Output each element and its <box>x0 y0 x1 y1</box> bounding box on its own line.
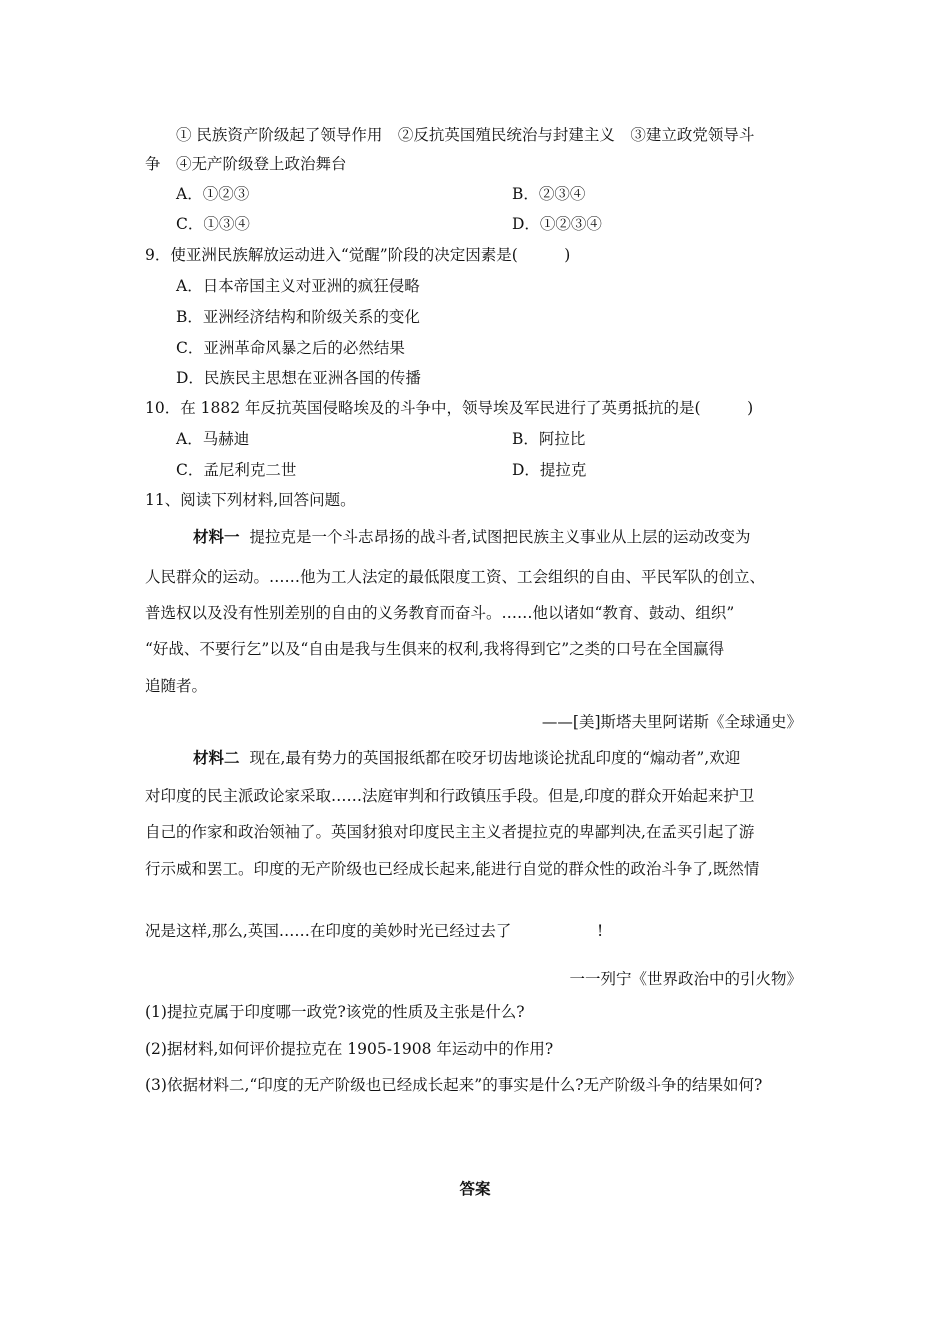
q11-subquestion-3: (3)依据材料二,“印度的无产阶级也已经成长起来”的事实是什么?无产阶级斗争的结果如何? <box>145 1076 763 1094</box>
material1-label: 材料一 <box>193 527 240 546</box>
material2-text-line: 况是这样,那么,英国……在印度的美妙时光已经过去了 <box>145 922 512 940</box>
q8-option-b: B．②③④ <box>512 185 586 203</box>
q11-subquestion-2: (2)据材料,如何评价提拉克在 1905-1908 年运动中的作用? <box>145 1040 554 1058</box>
material1-first-line <box>193 527 750 547</box>
material1-text-line: 普选权以及没有性别差别的自由的义务教育而奋斗。……他以诸如“教育、鼓动、组织” <box>145 604 735 622</box>
material1-text-line: “好战、不要行乞”以及“自由是我与生俱来的权利,我将得到它”之类的口号在全国赢得 <box>145 640 725 658</box>
material2-label: 材料二 <box>193 748 240 767</box>
q9-option-c: C．亚洲革命风暴之后的必然结果 <box>176 339 405 357</box>
material2-text-line: 自己的作家和政治领袖了。英国豺狼对印度民主主义者提拉克的卑鄙判决,在孟买引起了游 <box>145 823 755 841</box>
q10-stem: 10．在 1882 年反抗英国侵略埃及的斗争中，领导埃及军民进行了英勇抵抗的是( ) <box>145 399 754 417</box>
q11-stem: 11、阅读下列材料,回答问题。 <box>145 491 356 509</box>
material2-text-line: 对印度的民主派政论家采取……法庭审判和行政镇压手段。但是,印度的群众开始起来护卫 <box>145 787 755 805</box>
material2-text-line: 行示威和罢工。印度的无产阶级也已经成长起来,能进行自觉的群众性的政治斗争了,既然情 <box>145 860 760 878</box>
q9-option-a: A．日本帝国主义对亚洲的疯狂侵略 <box>176 277 420 295</box>
material1-text-line: 人民群众的运动。……他为工人法定的最低限度工资、工会组织的自由、平民军队的创立、 <box>145 568 766 586</box>
material2-exclamation: ! <box>597 922 604 940</box>
q8-option-d: D．①②③④ <box>512 215 602 233</box>
q8-statements-line1: ① 民族资产阶级起了领导作用 ②反抗英国殖民统治与封建主义 ③建立政党领导斗 <box>176 126 755 144</box>
q10-option-b: B．阿拉比 <box>512 430 586 448</box>
material2-source: 一一列宁《世界政治中的引火物》 <box>569 970 802 988</box>
q8-statements-line2: 争 ④无产阶级登上政治舞台 <box>145 155 347 173</box>
q9-option-b: B．亚洲经济结构和阶级关系的变化 <box>176 308 420 326</box>
material2-first-line <box>193 748 740 768</box>
q9-stem: 9．使亚洲民族解放运动进入“觉醒”阶段的决定因素是( ) <box>145 246 571 264</box>
q10-option-d: D．提拉克 <box>512 461 587 479</box>
answer-heading: 答案 <box>459 1179 491 1198</box>
q10-option-a: A．马赫迪 <box>176 430 250 448</box>
material2-text-line: 现在,最有势力的英国报纸都在咬牙切齿地谈论扰乱印度的“煽动者”,欢迎 <box>249 749 741 767</box>
q9-option-d: D．民族民主思想在亚洲各国的传播 <box>176 369 421 387</box>
material1-text-line: 追随者。 <box>145 677 208 695</box>
material1-text-line: 提拉克是一个斗志昂扬的战斗者,试图把民族主义事业从上层的运动改变为 <box>249 528 751 546</box>
q8-option-a: A．①②③ <box>176 185 250 203</box>
material1-source: ——[美]斯塔夫里阿诺斯《全球通史》 <box>541 713 802 731</box>
q8-option-c: C．①③④ <box>176 215 250 233</box>
q11-subquestion-1: (1)提拉克属于印度哪一政党?该党的性质及主张是什么? <box>145 1003 525 1021</box>
q10-option-c: C．孟尼利克二世 <box>176 461 297 479</box>
